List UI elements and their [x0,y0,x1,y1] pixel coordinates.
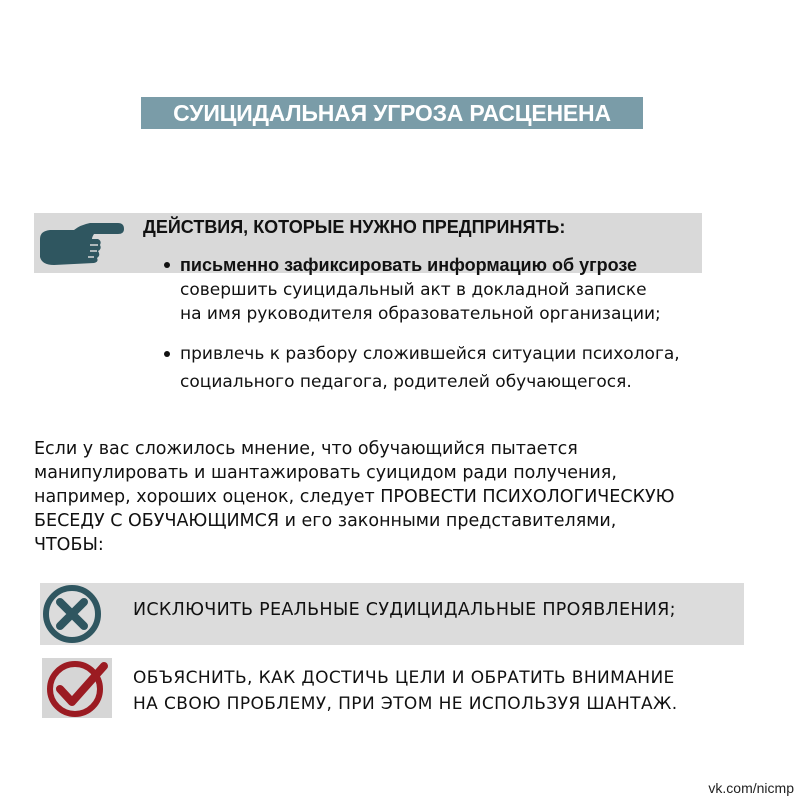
list-item-2-line2: социального педагога, родителей обучающегося. [180,372,632,392]
pointing-hand-icon [34,213,126,273]
explain-line: ОБЪЯСНИТЬ, КАК ДОСТИЧЬ ЦЕЛИ И ОБРАТИТЬ ВНИМАНИЕ [133,668,675,688]
paragraph-line: Если у вас сложилось мнение, что обучающийся пытается [34,439,578,459]
explain-line: НА СВОЮ ПРОБЛЕМУ, ПРИ ЭТОМ НЕ ИСПОЛЬЗУЯ ШАНТАЖ. [133,694,678,714]
list-item-2-line1: привлечь к разбору сложившейся ситуации психолога, [180,344,680,364]
list-item-1-bold: письменно зафиксировать информацию об угрозе [180,255,638,275]
intro-paragraph [34,437,754,557]
list-item-1-line3: на имя руководителя образовательной организации; [180,304,661,324]
bullet-dot [164,262,170,268]
paragraph-line: БЕСЕДУ С ОБУЧАЮЩИМСЯ и его законными представителями, [34,511,617,531]
paragraph-line: например, хороших оценок, следует ПРОВЕСТИ ПСИХОЛОГИЧЕСКУЮ [34,487,675,507]
list-item-1-line2: совершить суицидальный акт в докладной записке [180,280,647,300]
x-circle-icon [40,583,106,645]
checkmark-circle-icon [42,658,112,718]
paragraph-line: манипулировать и шантажировать суицидом ради получения, [34,463,617,483]
paragraph-line: ЧТОБЫ: [34,535,104,555]
exclude-text: ИСКЛЮЧИТЬ РЕАЛЬНЫЕ СУДИЦИДАЛЬНЫЕ ПРОЯВЛЕНИЯ; [133,600,676,620]
source-link[interactable]: vk.com/nicmp [708,780,794,796]
actions-heading: ДЕЙСТВИЯ, КОТОРЫЕ НУЖНО ПРЕДПРИНЯТЬ: [143,217,566,237]
page-title: СУИЦИДАЛЬНАЯ УГРОЗА РАСЦЕНЕНА [141,97,643,129]
explain-text [133,665,678,717]
bullet-dot [164,351,170,357]
